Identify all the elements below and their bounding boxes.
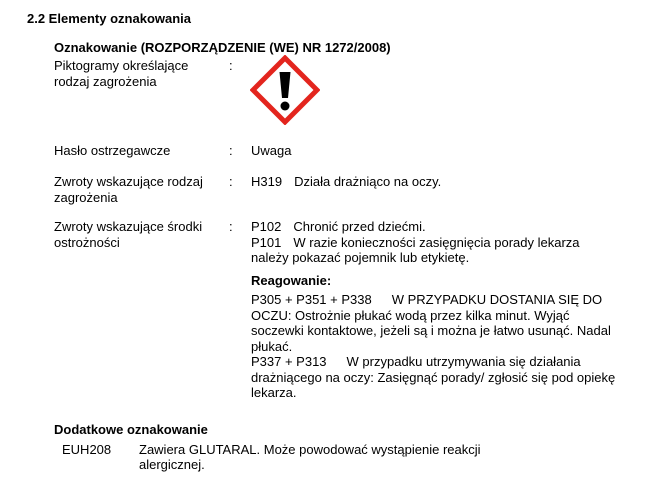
- p337-code: P337 + P313: [251, 354, 327, 369]
- p305-text-line4: płukać.: [251, 338, 293, 354]
- p305-text-line3: soczewki kontaktowe, jeżeli są i można je łatwo usunąć. Nadal: [251, 323, 611, 338]
- p101-code: P101: [251, 234, 282, 250]
- p101-line1: [251, 235, 641, 251]
- hazard-label: [54, 174, 219, 205]
- pictograms-label-line1: Piktogramy określające: [54, 58, 189, 73]
- additional-text-line2: alergicznej.: [139, 457, 205, 472]
- p101-text-line1: W razie konieczności zasięgnięcia porady lekarza: [293, 234, 580, 250]
- additional-code: EUH208: [62, 442, 112, 457]
- precautionary-label: [54, 219, 219, 250]
- signal-word-colon: :: [229, 143, 233, 158]
- additional-text-line1: Zawiera GLUTARAL. Może powodować wystąpienie reakcji: [139, 442, 481, 457]
- pictograms-label: [54, 58, 219, 89]
- hazard-text: Działa drażniąco na oczy.: [294, 174, 442, 189]
- precautionary-colon: :: [229, 219, 233, 234]
- p305-text-line1: W PRZYPADKU DOSTANIA SIĘ DO: [391, 292, 603, 307]
- hazard-colon: :: [229, 174, 233, 189]
- hazard-label-line1: Zwroty wskazujące rodzaj: [54, 174, 203, 189]
- precautionary-label-line1: Zwroty wskazujące środki: [54, 219, 203, 234]
- p101-text-line2: należy pokazać pojemnik lub etykietę.: [251, 250, 470, 265]
- p337-text-line2: drażniącego na oczy: Zasięgnąć porady/ zgłosić się pod opiekę: [251, 369, 616, 385]
- additional-title: Dodatkowe oznakowanie: [54, 422, 208, 437]
- hazard-code: H319: [251, 174, 283, 189]
- signal-word-label: Hasło ostrzegawcze: [54, 143, 171, 158]
- labeling-title: Oznakowanie (ROZPORZĄDZENIE (WE) NR 1272/2008): [54, 40, 391, 55]
- p337-text-line3: lekarza.: [251, 385, 297, 400]
- p337-text-line1: W przypadku utrzymywania się działania: [346, 354, 581, 369]
- hazard-statement: [251, 174, 441, 190]
- hazard-label-line2: zagrożenia: [54, 189, 118, 205]
- response-heading: Reagowanie:: [251, 272, 332, 288]
- p102-code: P102: [251, 219, 282, 234]
- pictograms-label-line2: rodzaj zagrożenia: [54, 73, 157, 89]
- p102-statement: [251, 219, 641, 235]
- p305-code: P305 + P351 + P338: [251, 292, 372, 307]
- signal-word-value: Uwaga: [251, 143, 292, 158]
- ghs07-exclamation-mark-icon: [250, 55, 320, 125]
- p102-text: Chronić przed dziećmi.: [293, 219, 426, 234]
- p337-line1: [251, 354, 641, 370]
- pictograms-colon: :: [229, 58, 233, 73]
- precautionary-statements: [251, 219, 641, 401]
- precautionary-label-line2: ostrożności: [54, 234, 120, 250]
- p305-text-line2: OCZU: Ostrożnie płukać wodą przez kilka minut. Wyjąć: [251, 307, 570, 323]
- section-title: 2.2 Elementy oznakowania: [27, 11, 192, 26]
- p305-line1: [251, 292, 641, 308]
